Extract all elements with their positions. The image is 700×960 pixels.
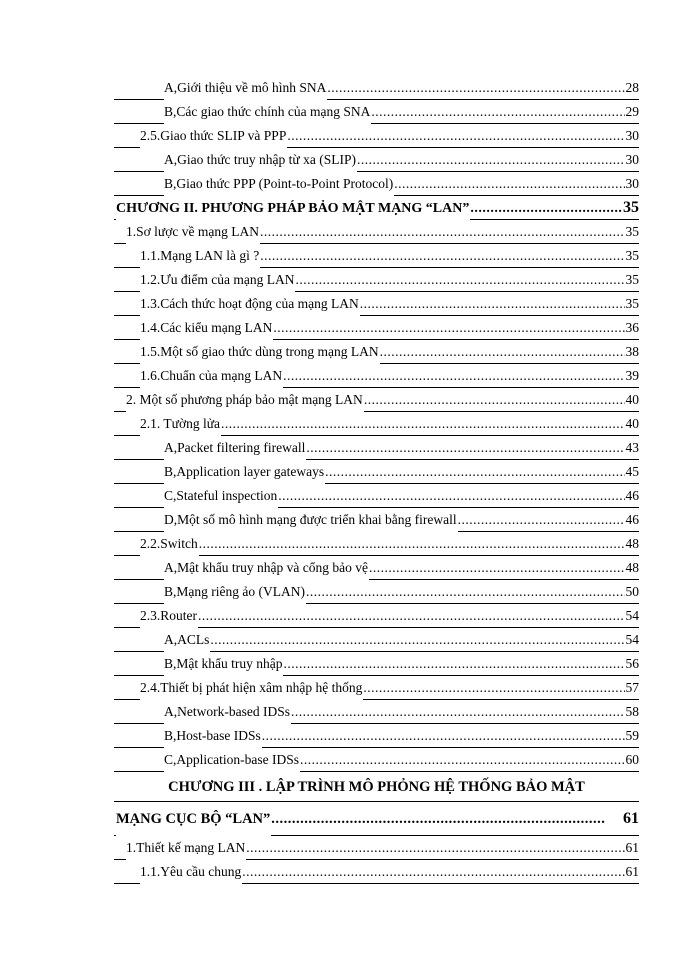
toc-page-number: 43 [625, 440, 639, 455]
toc-page-number: 45 [625, 464, 639, 479]
toc-page-number: 40 [625, 392, 639, 407]
toc-entry-title: 2.2.Switch [140, 532, 199, 556]
toc-entry[interactable] [114, 460, 639, 484]
toc-page-number: 61 [625, 864, 639, 879]
toc-entry-title: 1.4.Các kiểu mạng LAN [140, 316, 273, 340]
toc-page-number: 36 [625, 320, 639, 335]
toc-entry-title: B,Application layer gateways [164, 460, 325, 484]
toc-entry-title: B,Host-base IDSs [164, 724, 262, 748]
toc-page-number: 60 [625, 752, 639, 767]
dot-leader [306, 436, 624, 460]
toc-entry-title: 2. Một số phương pháp bảo mật mạng LAN [126, 388, 364, 412]
toc-entry-title: 2.1. Tường lửa [140, 412, 221, 436]
toc-page-number: 35 [625, 224, 639, 239]
toc-page-number: 30 [625, 128, 639, 143]
toc-entry[interactable] [114, 340, 639, 364]
toc-entry[interactable] [114, 268, 639, 292]
toc-chapter-entry[interactable] [114, 196, 639, 220]
toc-entry-title: 1.1.Mạng LAN là gì ? [140, 244, 260, 268]
dot-leader [470, 197, 622, 221]
toc-entry-title: 1.Sơ lược về mạng LAN [126, 220, 260, 244]
dot-leader [291, 700, 625, 724]
dot-leader [271, 802, 605, 836]
toc-entry[interactable] [114, 604, 639, 628]
toc-entry-title: 1.6.Chuẩn của mạng LAN [140, 364, 283, 388]
toc-page-number: 30 [625, 176, 639, 191]
dot-leader [283, 652, 624, 676]
toc-entry[interactable] [114, 316, 639, 340]
toc-entry[interactable] [114, 628, 639, 652]
toc-page-number: 61 [623, 810, 639, 827]
toc-entry-title: 2.4.Thiết bị phát hiện xâm nhập hệ thống [140, 676, 363, 700]
toc-entry[interactable] [114, 700, 639, 724]
table-of-contents [114, 76, 639, 884]
toc-page-number: 50 [625, 584, 639, 599]
toc-page-number: 46 [625, 488, 639, 503]
dot-leader [357, 148, 625, 172]
toc-entry-title: D,Một số mô hình mạng được triển khai bằng firewall [164, 508, 458, 532]
toc-entry-title: CHƯƠNG II. PHƯƠNG PHÁP BẢO MẬT MẠNG “LAN” [116, 197, 470, 221]
dot-leader [242, 860, 624, 884]
toc-entry[interactable] [114, 436, 639, 460]
toc-page-number: 30 [625, 152, 639, 167]
toc-entry-title: 1.3.Cách thức hoạt động của mạng LAN [140, 292, 360, 316]
dot-leader [325, 460, 624, 484]
toc-chapter-title-line1[interactable] [114, 772, 639, 802]
toc-entry[interactable] [114, 532, 639, 556]
chapter-title-text: MẠNG CỤC BỘ “LAN” [116, 802, 271, 836]
toc-page-number: 56 [625, 656, 639, 671]
toc-page-number: 38 [625, 344, 639, 359]
toc-entry-title: 1.Thiết kế mạng LAN [126, 836, 246, 860]
dot-leader [199, 532, 625, 556]
toc-entry-title: A,Giới thiệu về mô hình SNA [164, 76, 327, 100]
toc-entry[interactable] [114, 652, 639, 676]
toc-page-number: 40 [625, 416, 639, 431]
toc-page-number: 35 [625, 296, 639, 311]
toc-entry-title: A,Network-based IDSs [164, 700, 291, 724]
toc-page-number: 59 [625, 728, 639, 743]
toc-entry-title: 2.5.Giao thức SLIP và PPP [140, 124, 287, 148]
toc-entry-title: 2.3.Router [140, 604, 198, 628]
dot-leader [278, 484, 624, 508]
chapter-title-text: CHƯƠNG III . LẬP TRÌNH MÔ PHỎNG HỆ THỐNG BẢO MẬT [168, 779, 585, 795]
dot-leader [198, 604, 625, 628]
toc-entry-title: B,Các giao thức chính của mạng SNA [164, 100, 371, 124]
toc-entry[interactable] [114, 556, 639, 580]
toc-entry-title: A,Giao thức truy nhập từ xa (SLIP) [164, 148, 357, 172]
dot-leader [260, 220, 625, 244]
toc-entry-title: B,Mật khẩu truy nhập [164, 652, 283, 676]
dot-leader [287, 124, 624, 148]
toc-entry-title: 1.1.Yêu cầu chung [140, 860, 242, 884]
dot-leader [246, 836, 624, 860]
toc-page-number: 54 [625, 632, 639, 647]
toc-entry[interactable] [114, 244, 639, 268]
toc-entry-title: A,Packet filtering firewall [164, 436, 306, 460]
toc-entry[interactable] [114, 508, 639, 532]
toc-entry-title: B,Giao thức PPP (Point-to-Point Protocol) [164, 172, 394, 196]
toc-page-number: 39 [625, 368, 639, 383]
dot-leader [371, 100, 624, 124]
dot-leader [262, 724, 625, 748]
dot-leader [300, 748, 625, 772]
toc-entry[interactable] [114, 676, 639, 700]
toc-entry[interactable] [114, 76, 639, 100]
toc-entry[interactable] [114, 172, 639, 196]
toc-page-number: 48 [625, 560, 639, 575]
toc-entry[interactable] [114, 860, 639, 884]
dot-leader [363, 676, 624, 700]
toc-entry-title: C,Application-base IDSs [164, 748, 300, 772]
toc-entry[interactable] [114, 100, 639, 124]
toc-page-number: 46 [625, 512, 639, 527]
dot-leader [327, 76, 624, 100]
toc-entry-title: B,Mạng riêng ảo (VLAN) [164, 580, 306, 604]
toc-page-number: 54 [625, 608, 639, 623]
toc-entry[interactable] [114, 412, 639, 436]
toc-entry-title: A,ACLs [164, 628, 210, 652]
toc-entry-title: 1.5.Một số giao thức dùng trong mạng LAN [140, 340, 380, 364]
toc-page-number: 61 [625, 840, 639, 855]
dot-leader [295, 268, 624, 292]
dot-leader [394, 172, 624, 196]
dot-leader [260, 244, 624, 268]
toc-entry-title: C,Stateful inspection [164, 484, 278, 508]
toc-entry-title: A,Mật khẩu truy nhập và cổng bảo vệ [164, 556, 369, 580]
toc-entry[interactable] [114, 364, 639, 388]
toc-page-number: 35 [625, 272, 639, 287]
toc-page-number: 35 [625, 248, 639, 263]
toc-chapter-title-line2[interactable] [114, 802, 639, 836]
toc-entry[interactable] [114, 724, 639, 748]
toc-page-number: 57 [625, 680, 639, 695]
toc-entry[interactable] [114, 484, 639, 508]
dot-leader [273, 316, 624, 340]
dot-leader [306, 580, 625, 604]
dot-leader [458, 508, 625, 532]
toc-page-number: 29 [625, 104, 639, 119]
toc-entry[interactable] [114, 836, 639, 860]
toc-page-number: 48 [625, 536, 639, 551]
dot-leader [364, 388, 625, 412]
toc-entry[interactable] [114, 388, 639, 412]
dot-leader [221, 412, 624, 436]
toc-entry[interactable] [114, 580, 639, 604]
dot-leader [360, 292, 625, 316]
toc-page-number: 35 [623, 199, 639, 216]
dot-leader [283, 364, 624, 388]
toc-entry[interactable] [114, 148, 639, 172]
dot-leader [369, 556, 625, 580]
toc-page-number: 28 [625, 80, 639, 95]
toc-entry[interactable] [114, 748, 639, 772]
dot-leader [380, 340, 625, 364]
toc-entry[interactable] [114, 292, 639, 316]
toc-entry[interactable] [114, 220, 639, 244]
toc-entry[interactable] [114, 124, 639, 148]
toc-entry-title: 1.2.Ưu điểm của mạng LAN [140, 268, 295, 292]
toc-page-number: 58 [625, 704, 639, 719]
dot-leader [210, 628, 624, 652]
